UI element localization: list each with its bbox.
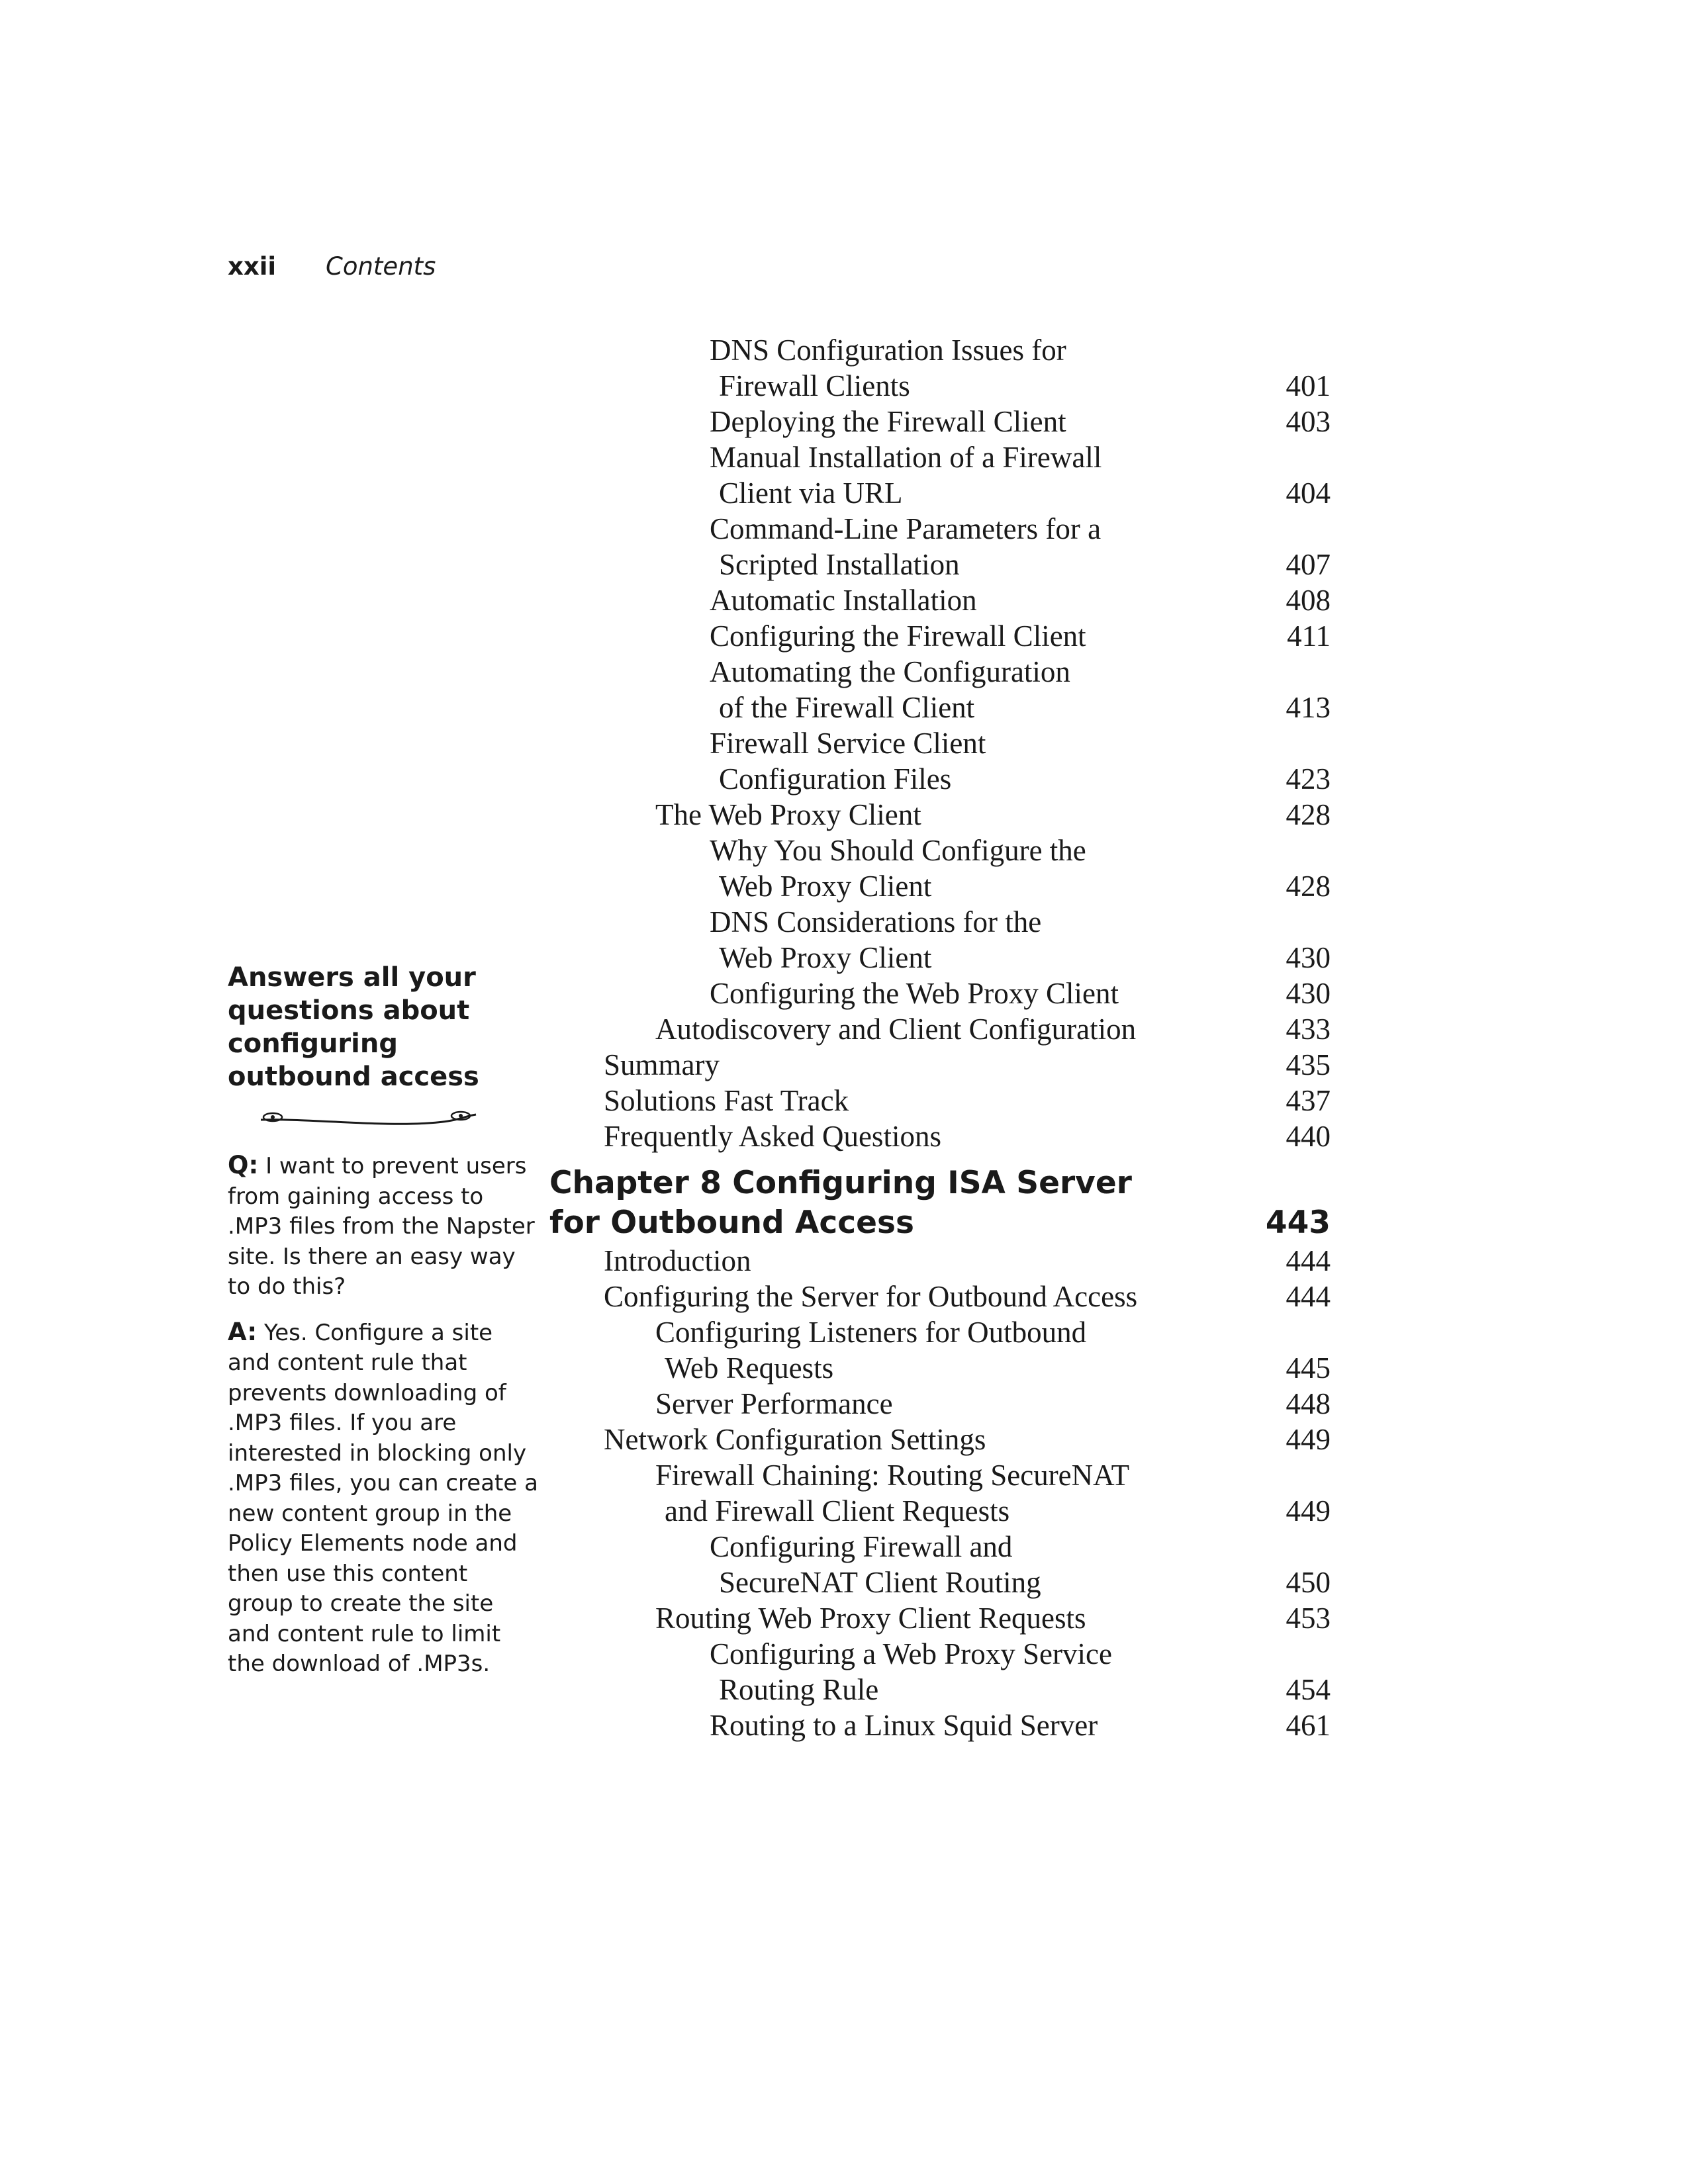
- toc-page-number: 430: [1286, 977, 1331, 1010]
- toc-page-number: 449: [1286, 1494, 1331, 1527]
- toc-entry-title: DNS Considerations for the: [710, 905, 1042, 938]
- toc-entry-title: Configuring Listeners for Outbound: [655, 1316, 1087, 1349]
- toc-page-number: 428: [1286, 798, 1331, 831]
- toc-page-number: 449: [1286, 1423, 1331, 1456]
- sidebar-callout: [228, 961, 539, 1680]
- toc-entry: Routing Web Proxy Client Requests 453: [655, 1602, 1331, 1635]
- toc-entry-continuation: Web Proxy Client 428: [719, 870, 1331, 903]
- toc-entry-title: Configuring a Web Proxy Service: [710, 1637, 1112, 1670]
- table-of-contents: [549, 332, 1331, 1743]
- toc-page-number: 401: [1286, 369, 1331, 402]
- toc-page-number: 404: [1286, 477, 1331, 510]
- chapter-heading-continuation: for Outbound Access 443: [549, 1203, 1331, 1243]
- toc-entry: Server Performance 448: [655, 1387, 1331, 1420]
- toc-page-number: 444: [1286, 1244, 1331, 1277]
- toc-entry-continuation: Firewall Clients 401: [719, 369, 1331, 402]
- running-head: Contents: [326, 252, 436, 281]
- toc-page-number: 448: [1286, 1387, 1331, 1420]
- toc-entry: Solutions Fast Track 437: [604, 1084, 1331, 1117]
- faq-question: Q: I want to prevent users from gaining access to .MP3 files from the Napster site. Is there an easy way to do this?: [228, 1151, 535, 1300]
- toc-entry-continuation: Scripted Installation 407: [719, 548, 1331, 581]
- faq-answer: A: Yes. Configure a site and content rule that prevents downloading of .MP3 files. If you are interested in blocking only .MP3 files, you can create a new content group in the Policy Elements node and then use this content group to create the site and content rule to limit the download of .MP3s.: [228, 1317, 538, 1677]
- toc-entry: Routing to a Linux Squid Server 461: [710, 1709, 1331, 1742]
- toc-page-number: 453: [1286, 1602, 1331, 1635]
- toc-entry: Network Configuration Settings 449: [604, 1423, 1331, 1456]
- toc-entry: Frequently Asked Questions 440: [604, 1120, 1331, 1153]
- toc-entry-continuation: Configuration Files 423: [719, 762, 1331, 796]
- toc-page-number: 423: [1286, 762, 1331, 796]
- toc-page-number: 428: [1286, 870, 1331, 903]
- toc-page-number: 450: [1286, 1566, 1331, 1599]
- toc-entry: Deploying the Firewall Client 403: [710, 405, 1331, 438]
- page-number: xxii: [228, 252, 277, 281]
- toc-page-number: 435: [1286, 1048, 1331, 1081]
- toc-entry-continuation: Routing Rule 454: [719, 1673, 1331, 1706]
- toc-page-number: 433: [1286, 1013, 1331, 1046]
- chapter-page-number: 443: [1265, 1205, 1331, 1241]
- toc-entry-continuation: Web Requests 445: [665, 1351, 1331, 1385]
- toc-page-number: 430: [1286, 941, 1331, 974]
- toc-entry-title: Firewall Chaining: Routing SecureNAT: [655, 1459, 1130, 1492]
- toc-entry: Introduction 444: [604, 1244, 1331, 1277]
- toc-page-number: 444: [1286, 1280, 1331, 1313]
- toc-page-number: 403: [1286, 405, 1331, 438]
- toc-page-number: 445: [1286, 1351, 1331, 1385]
- toc-page-number: 440: [1286, 1120, 1331, 1153]
- toc-entry-title: DNS Configuration Issues for: [710, 334, 1066, 367]
- toc-entry-title: Command-Line Parameters for a: [710, 512, 1102, 545]
- toc-page-number: 454: [1286, 1673, 1331, 1706]
- toc-page-number: 408: [1286, 584, 1331, 617]
- toc-entry: Automatic Installation 408: [710, 584, 1331, 617]
- toc-page-number: 407: [1286, 548, 1331, 581]
- toc-entry-title: Configuring Firewall and: [710, 1530, 1013, 1563]
- page-header: [228, 250, 436, 283]
- toc-entry-title: Automating the Configuration: [710, 655, 1070, 688]
- flourish-divider-icon: [248, 1105, 486, 1132]
- toc-entry-continuation: of the Firewall Client 413: [719, 691, 1331, 724]
- toc-entry-continuation: Web Proxy Client 430: [719, 941, 1331, 974]
- toc-entry-continuation: SecureNAT Client Routing 450: [719, 1566, 1331, 1599]
- toc-entry: Configuring the Server for Outbound Access 444: [604, 1280, 1331, 1313]
- toc-entry-title: Why You Should Configure the: [710, 834, 1086, 867]
- toc-entry-title: Firewall Service Client: [710, 727, 986, 760]
- toc-page-number: 411: [1287, 619, 1331, 653]
- toc-entry: The Web Proxy Client 428: [655, 798, 1331, 831]
- sidebar-title: Answers all your questions about configuring outbound access: [228, 962, 479, 1092]
- toc-entry: Autodiscovery and Client Configuration 433: [655, 1013, 1331, 1046]
- toc-page-number: 461: [1286, 1709, 1331, 1742]
- toc-entry-continuation: Client via URL 404: [719, 477, 1331, 510]
- toc-entry-continuation: and Firewall Client Requests 449: [665, 1494, 1331, 1527]
- toc-page-number: 437: [1286, 1084, 1331, 1117]
- toc-page-number: 413: [1286, 691, 1331, 724]
- chapter-heading: Chapter 8 Configuring ISA Server: [549, 1165, 1132, 1201]
- toc-entry: Configuring the Firewall Client 411: [710, 619, 1331, 653]
- toc-entry: Configuring the Web Proxy Client 430: [710, 977, 1331, 1010]
- toc-entry: Summary 435: [604, 1048, 1331, 1081]
- toc-entry-title: Manual Installation of a Firewall: [710, 441, 1102, 474]
